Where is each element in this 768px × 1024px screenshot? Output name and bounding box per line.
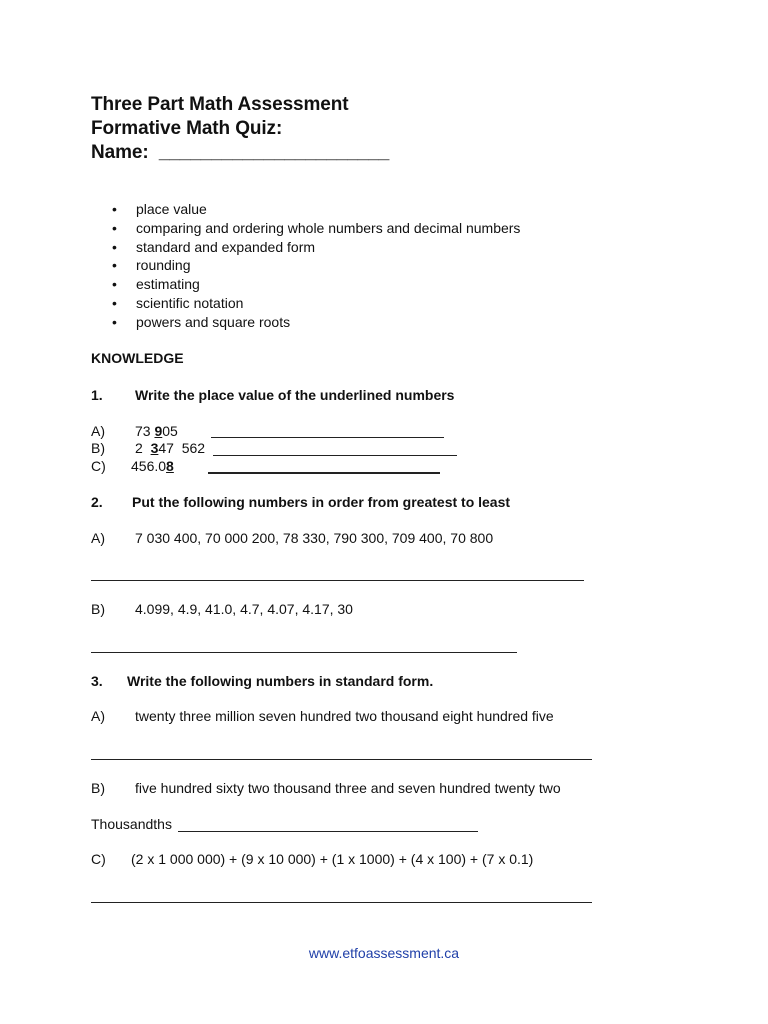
q1-c-label: C) [91, 458, 106, 474]
q2-b-text: 4.099, 4.9, 41.0, 4.7, 4.07, 4.17, 30 [135, 601, 353, 617]
answer-line[interactable] [178, 831, 478, 832]
answer-line[interactable] [213, 455, 457, 456]
answer-line[interactable] [211, 437, 444, 438]
q2-a-text: 7 030 400, 70 000 200, 78 330, 790 300, 709 400, 70 800 [135, 530, 494, 546]
page-title: Three Part Math Assessment [91, 94, 349, 115]
footer-link[interactable]: www.etfoassessment.ca [308, 945, 460, 961]
q2-b-label: B) [91, 601, 105, 617]
q1-b-label: B) [91, 440, 105, 456]
answer-line[interactable] [208, 472, 440, 474]
q3-text: Write the following numbers in standard form. [127, 673, 434, 689]
underlined-digit: 8 [166, 458, 174, 474]
q2-a-label: A) [91, 530, 105, 546]
answer-line[interactable] [91, 902, 592, 903]
answer-line[interactable] [91, 759, 592, 760]
q1-c-number: 456.08 [131, 458, 174, 474]
list-item: • standard and expanded form [112, 238, 316, 255]
list-item: • powers and square roots [112, 313, 291, 330]
q3-b-label: B) [91, 780, 105, 796]
list-item: • scientific notation [112, 294, 244, 311]
list-item: • rounding [112, 257, 191, 274]
answer-line[interactable] [91, 652, 517, 653]
q3-b-continuation: Thousandths [91, 816, 172, 832]
section-heading: KNOWLEDGE [91, 350, 184, 366]
q3-number: 3. [91, 673, 103, 689]
q1-b-number: 2 347 562 [135, 440, 206, 456]
list-item: • estimating [112, 276, 200, 293]
q3-a-text: twenty three million seven hundred two thousand eight hundred five [135, 708, 554, 724]
q2-text: Put the following numbers in order from greatest to least [132, 494, 511, 510]
underlined-digit: 9 [154, 423, 163, 439]
list-item: • comparing and ordering whole numbers and decimal numbers [112, 219, 521, 236]
topic-list [112, 200, 520, 332]
answer-line[interactable] [91, 580, 584, 581]
q3-b-text: five hundred sixty two thousand three and seven hundred twenty two [135, 780, 561, 796]
name-field-label: Name: ______________________ [91, 142, 390, 163]
q3-c-label: C) [91, 851, 106, 867]
list-item: • place value [112, 201, 207, 217]
q3-a-label: A) [91, 708, 105, 724]
underlined-digit: 3 [150, 440, 159, 456]
q2-number: 2. [91, 494, 103, 510]
q1-a-number: 73 905 [135, 423, 178, 439]
q1-text: Write the place value of the underlined numbers [135, 387, 455, 403]
q3-c-text: (2 x 1 000 000) + (9 x 10 000) + (1 x 1000) + (4 x 100) + (7 x 0.1) [131, 851, 534, 867]
page-subtitle: Formative Math Quiz: [91, 118, 283, 139]
q1-number: 1. [91, 387, 103, 403]
q1-a-label: A) [91, 423, 105, 439]
